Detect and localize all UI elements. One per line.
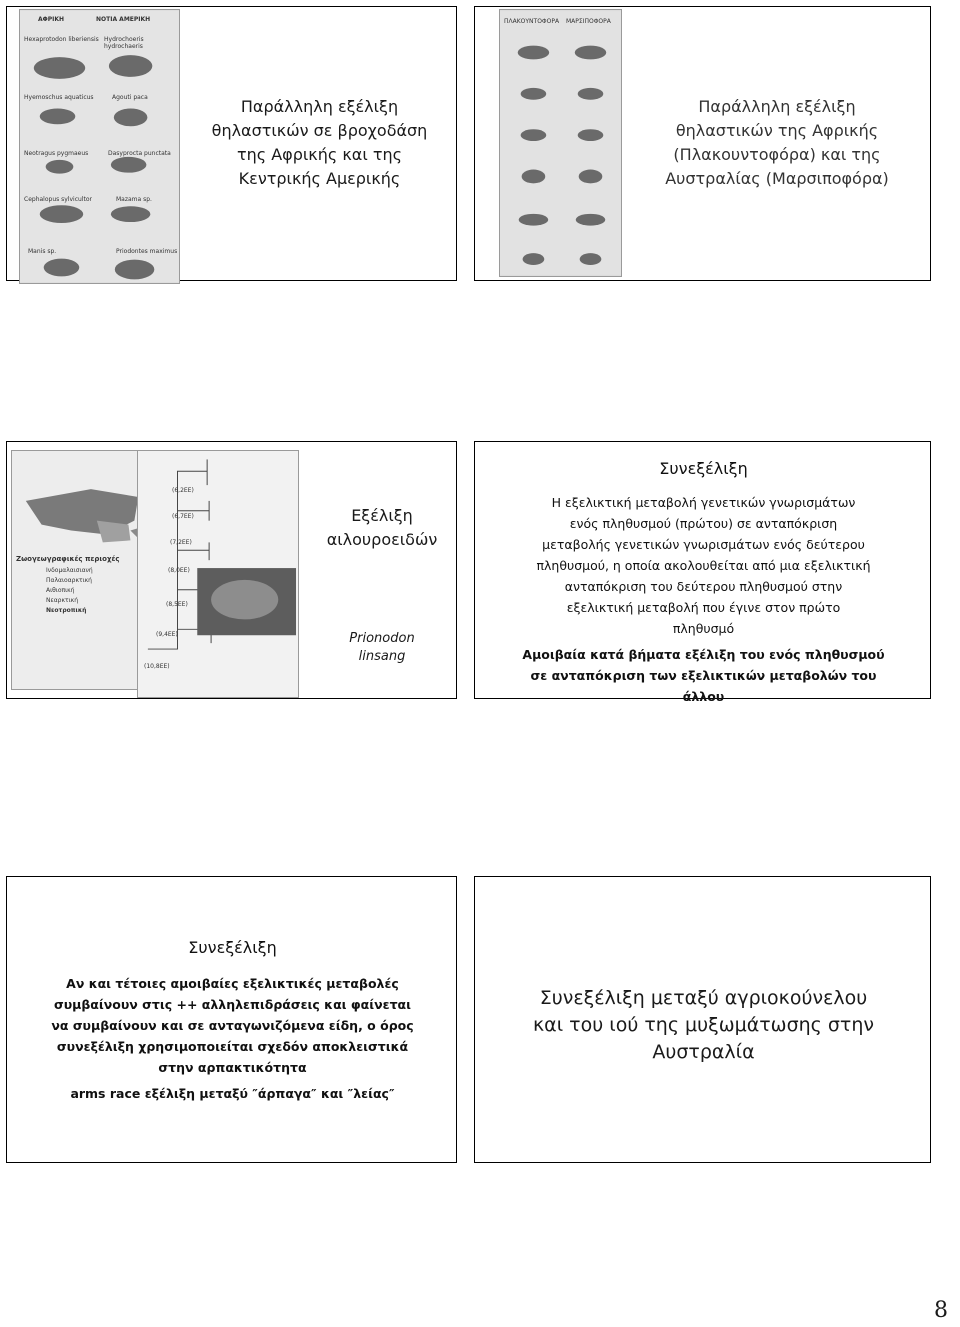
- animal-comparison-figure-placental-marsupial: [499, 9, 622, 277]
- title-line: της Αφρικής και της: [236, 145, 402, 164]
- slide-6: [474, 876, 931, 1163]
- figure-label: Agouti paca: [112, 94, 148, 101]
- title-line: Παράλληλη εξέλιξη: [240, 97, 399, 116]
- figure-label: Hydrochoeris hydrochaeris: [104, 36, 144, 50]
- figure-label: Hexaprotodon liberiensis: [24, 36, 99, 43]
- caption-line: linsang: [358, 649, 406, 664]
- paragraph-line: ενός πληθυσμού (πρώτου) σε ανταπόκριση: [569, 516, 838, 531]
- slide-5-title: Συνεξέλιξη: [188, 938, 277, 957]
- title-line: Αυστραλίας (Μαρσιποφόρα): [665, 169, 889, 188]
- map-legend-item: Ινδομαλαισιανή: [46, 567, 93, 574]
- paragraph-line: συμβαίνουν στις ++ αλληλεπιδράσεις και φαίνεται: [53, 997, 412, 1012]
- slide-5: [6, 876, 457, 1163]
- paragraph-line: ανταπόκριση του δεύτερου πληθυσμού στην: [564, 579, 843, 594]
- figure-header-right: ΝΟΤΙΑ ΑΜΕΡΙΚΗ: [96, 16, 151, 23]
- figure-label: Hyemoschus aquaticus: [24, 94, 94, 101]
- map-legend-item: Νεαρκτική: [46, 597, 79, 604]
- tree-time-label: (8,5ΕΕ): [166, 601, 188, 608]
- title-line: Κεντρικής Αμερικής: [238, 169, 401, 188]
- figure-header-left: ΑΦΡΙΚΗ: [38, 16, 65, 23]
- map-legend-title: Ζωογεωγραφικές περιοχές: [16, 555, 120, 563]
- slide-2: [474, 6, 931, 281]
- figure-label: Neotragus pygmaeus: [24, 150, 89, 157]
- title-line: Συνεξέλιξη μεταξύ αγριοκούνελου: [539, 987, 868, 1009]
- figure-header-left: ΠΛΑΚΟΥΝΤΟΦΟΡΑ: [504, 18, 560, 25]
- paragraph-line: μεταβολής γενετικών γνωρισμάτων ενός δεύτερου: [542, 537, 865, 552]
- paragraph-line: συνεξέλιξη χρησιμοποιείται σχεδόν αποκλειστικά: [56, 1039, 409, 1054]
- figure-label: Cephalopus sylvicultor: [24, 196, 92, 203]
- tree-time-label: (8,0ΕΕ): [168, 567, 190, 574]
- paragraph-line: Η εξελικτική μεταβολή γενετικών γνωρισμάτων: [551, 495, 856, 510]
- figure-label: Priodontes maximus: [116, 248, 178, 255]
- map-legend-item: Αιθιοπική: [46, 587, 75, 594]
- page-number: 8: [934, 1298, 948, 1323]
- tree-time-label: (9,4ΕΕ): [156, 631, 178, 638]
- title-line: και του ιού της μυξωμάτωσης στην: [532, 1014, 874, 1036]
- summary-paragraph: [475, 644, 932, 707]
- paragraph-line: άλλου: [682, 689, 725, 704]
- animal-comparison-figure-africa-america: [19, 9, 180, 284]
- title-line: Εξέλιξη: [351, 506, 413, 525]
- paragraph-line: εξελικτική μεταβολή που έγινε στον πρώτο: [566, 600, 841, 615]
- tree-time-label: (6,2ΕΕ): [172, 487, 194, 494]
- coevolution-paragraph: [7, 973, 458, 1078]
- figure-label: Manis sp.: [28, 248, 57, 255]
- paragraph-line: πληθυσμό: [672, 621, 735, 636]
- animal-silhouettes-image: [500, 10, 621, 276]
- title-line: Αυστραλία: [652, 1041, 755, 1063]
- slide-6-title: [475, 985, 932, 1066]
- paragraph-line: Αμοιβαία κατά βήματα εξέλιξη του ενός πληθυσμού: [522, 647, 885, 662]
- figure-label: Dasyprocta punctata: [108, 150, 171, 157]
- title-line: αιλουροειδών: [326, 530, 438, 549]
- slide-1-title: [187, 95, 452, 191]
- title-line: θηλαστικών σε βροχοδάση: [211, 121, 428, 140]
- caption-line: Prionodon: [349, 631, 415, 646]
- map-legend-item: Νεοτροπική: [46, 607, 87, 614]
- figure-label: Mazama sp.: [116, 196, 152, 203]
- tree-time-label: (10,8ΕΕ): [144, 663, 170, 670]
- title-line: Παράλληλη εξέλιξη: [698, 97, 856, 116]
- slide-4: [474, 441, 931, 704]
- slide-3: [6, 441, 457, 699]
- tree-time-label: (6,7ΕΕ): [172, 513, 194, 520]
- paragraph-line: να συμβαίνουν και σε ανταγωνιζόμενα είδη, ο όρος: [51, 1018, 414, 1033]
- species-caption: [307, 630, 457, 666]
- slide-2-title: [627, 95, 927, 191]
- paragraph-line: πληθυσμού, η οποία ακολουθείται από μια εξελικτική: [536, 558, 871, 573]
- title-line: (Πλακουντοφόρα) και της: [673, 145, 881, 164]
- tree-time-label: (7,2ΕΕ): [170, 539, 192, 546]
- animal-silhouettes-image: [20, 10, 179, 283]
- title-line: θηλαστικών της Αφρικής: [675, 121, 879, 140]
- cat-phylogeny-tree: [137, 450, 299, 698]
- slide-3-title: [307, 504, 457, 552]
- map-legend-item: Παλαιοαρκτική: [46, 577, 92, 584]
- slide-4-title: Συνεξέλιξη: [659, 459, 748, 478]
- paragraph-line: Αν και τέτοιες αμοιβαίες εξελικτικές μεταβολές: [66, 976, 399, 991]
- slide-1: [6, 6, 457, 281]
- paragraph-line: σε ανταπόκριση των εξελικτικών μεταβολών του: [530, 668, 877, 683]
- paragraph-line: στην αρπακτικότητα: [158, 1060, 307, 1075]
- arms-race-line: arms race εξέλιξη μεταξύ ″άρπαγα″ και ″λείας″: [70, 1086, 395, 1101]
- figure-header-right: ΜΑΡΣΙΠΟΦΟΡΑ: [566, 18, 611, 25]
- phylogeny-lines: [138, 451, 298, 697]
- definition-paragraph: [475, 492, 932, 639]
